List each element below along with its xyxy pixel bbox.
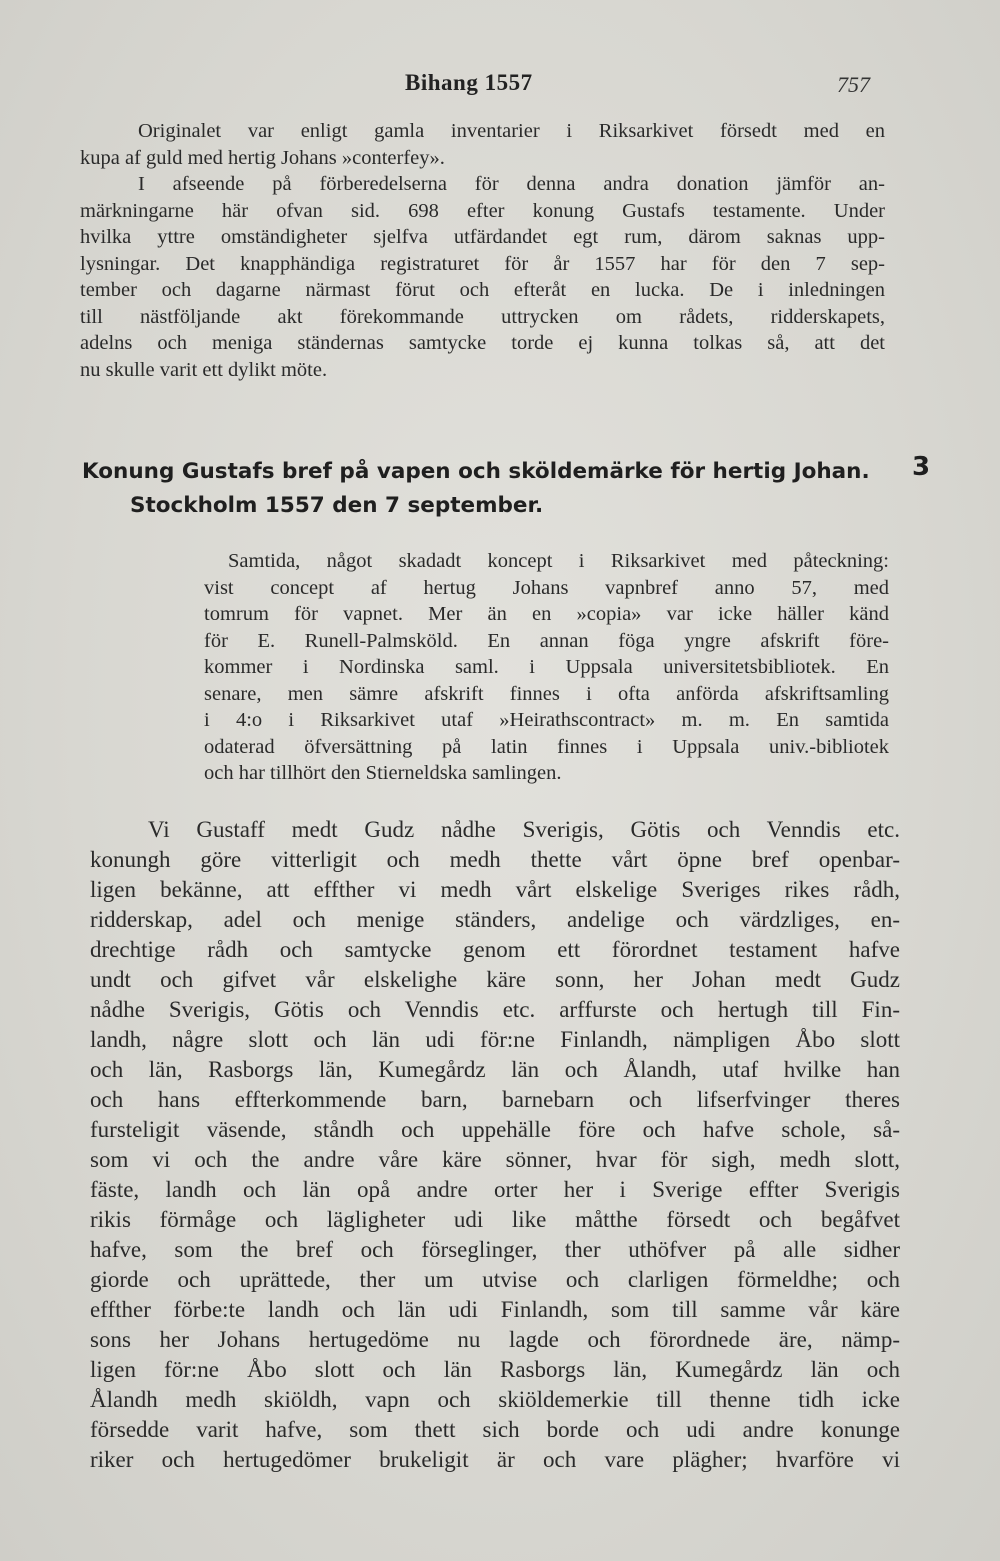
letter-line: nådhe Sverigis, Götis och Venndis etc. arffurste och hertugh till Fin- <box>90 997 900 1022</box>
letter-line: effther förbe:te landh och län udi Finlandh, som till samme vår käre <box>90 1297 900 1322</box>
intro-line: tember och dagarne närmast förut och efteråt en lucka. De i inledningen <box>80 279 885 301</box>
source-line: för E. Runell-Palmsköld. En annan föga yngre afskrift före- <box>204 629 889 652</box>
letter-line: sons her Johans hertugedöme nu lagde och förordnede äre, nämp- <box>90 1327 900 1352</box>
letter-line: Ålandh medh skiöldh, vapn och skiöldemerkie till thenne tidh icke <box>90 1387 900 1412</box>
intro-line: hvilka yttre omständigheter sjelfva utfärdandet egt rum, därom saknas upp- <box>80 226 885 248</box>
letter-line: och län, Rasborgs län, Kumegårdz län och Ålandh, utaf hvilke han <box>90 1057 900 1082</box>
letter-line: ligen för:ne Åbo slott och län Rasborgs län, Kumegårdz län och <box>90 1357 900 1382</box>
letter-line: fursteligit väsende, ståndh och uppehälle före och hafve schole, så- <box>90 1117 900 1142</box>
letter-line: landh, någre slott och län udi för:ne Finlandh, nämpligen Åbo slott <box>90 1027 900 1052</box>
intro-line: kupa af guld med hertig Johans »conterfey». <box>80 146 445 169</box>
heading-title: Konung Gustafs bref på vapen och sköldemärke för hertig Johan. <box>82 459 870 484</box>
source-line: tomrum för vapnet. Mer än en »copia» var icke häller känd <box>204 603 889 625</box>
document-heading <box>82 455 882 523</box>
letter-line: undt och gifvet vår elskelighe käre sonn, her Johan medt Gudz <box>90 967 900 992</box>
letter-line: giorde och uprättede, ther um utvise och clarligen förmeldhe; och <box>90 1267 900 1292</box>
source-note <box>204 548 889 787</box>
intro-line: nu skulle varit ett dylikt möte. <box>80 358 328 381</box>
letter-line: konungh göre vitterligit och medh thette vårt öpne bref openbar- <box>90 847 900 872</box>
letter-line: som vi och the andre våre käre sönner, hvar för sigh, medh slott, <box>90 1147 900 1172</box>
page-header <box>80 70 870 110</box>
intro-line: lysningar. Det knapphändiga registraturet för år 1557 har för den 7 sep- <box>80 252 885 275</box>
source-line: i 4:o i Riksarkivet utaf »Heirathscontract» m. m. En samtida <box>204 709 889 731</box>
intro-line: Originalet var enligt gamla inventarier i Riksarkivet försedt med en <box>138 120 885 142</box>
letter-line: Vi Gustaff medt Gudz nådhe Sverigis, Götis och Venndis etc. <box>148 817 900 842</box>
letter-line: försedde varit hafve, som thett sich borde och udi andre konunge <box>90 1417 900 1442</box>
source-line: vist concept af hertug Johans vapnbref anno 57, med <box>204 576 889 599</box>
letter-line: rikis förmåge och lägligheter udi like måtthe försedt och begåfvet <box>90 1207 900 1232</box>
source-line: och har tillhört den Stierneldska samlingen. <box>204 762 562 784</box>
intro-line: adelns och meniga ständernas samtycke torde ej kunna tolkas så, att det <box>80 332 885 354</box>
letter-text <box>90 815 900 1475</box>
intro-line: I afseende på förberedelserna för denna andra donation jämför an- <box>138 173 885 195</box>
intro-line: märkningarne här ofvan sid. 698 efter konung Gustafs testamente. Under <box>80 199 885 222</box>
letter-line: drechtige rådh och samtycke genom ett förordnet testament hafve <box>90 937 900 962</box>
letter-line: riker och hertugedömer brukeligit är och vare plägher; hvarföre vi <box>90 1447 900 1472</box>
intro-paragraphs <box>80 118 885 383</box>
running-title: Bihang 1557 <box>405 70 533 95</box>
letter-line: ridderskap, adel och menige ständers, andelige och värdzliges, en- <box>90 907 900 932</box>
letter-line: hafve, som the bref och förseglinger, ther uthöfver på alle sidher <box>90 1237 900 1262</box>
letter-line: ligen bekänne, att effther vi medh vårt elskelige Sveriges rikes rådh, <box>90 877 900 902</box>
letter-line: och hans effterkommende barn, barnebarn och lifserfvinger theres <box>90 1087 900 1112</box>
intro-line: till nästföljande akt förekommande uttrycken om rådets, ridderskapets, <box>80 305 885 328</box>
heading-place-date: Stockholm 1557 den 7 september. <box>130 493 544 518</box>
source-line: Samtida, något skadadt koncept i Riksarkivet med påteckning: <box>228 550 889 572</box>
source-line: odaterad öfversättning på latin finnes i Uppsala univ.-bibliotek <box>204 735 889 758</box>
page-number: 757 <box>837 72 870 97</box>
section-number: 3 <box>912 452 931 482</box>
letter-line: fäste, landh och län opå andre orter her i Sverige effter Sverigis <box>90 1177 900 1202</box>
source-line: senare, men sämre afskrift finnes i ofta anförda afskriftsamling <box>204 682 889 705</box>
source-line: kommer i Nordinska saml. i Uppsala universitetsbibliotek. En <box>204 656 889 678</box>
